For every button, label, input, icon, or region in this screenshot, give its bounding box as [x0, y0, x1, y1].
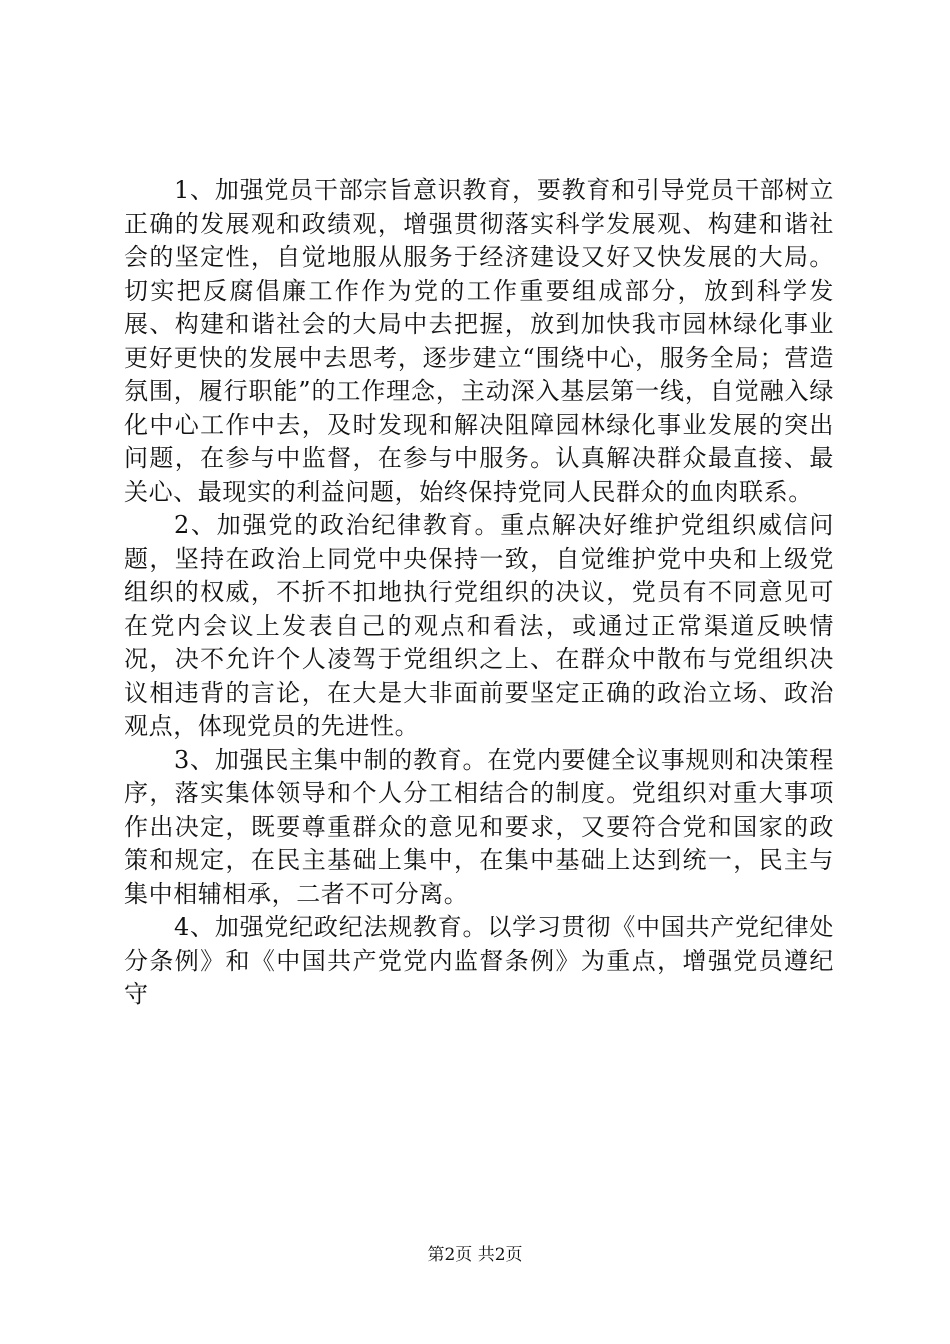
- paragraph-3: 3、加强民主集中制的教育。在党内要健全议事规则和决策程序，落实集体领导和个人分工相结合的制度。党组织对重大事项作出决定，既要尊重群众的意见和要求，又要符合党和国家的政策和规定，在民主基础上集中，在集中基础上达到统一，民主与集中相辅相承，二者不可分离。: [124, 745, 834, 908]
- document-body: [124, 174, 834, 1012]
- paragraph-2: 2、加强党的政治纪律教育。重点解决好维护党组织威信问题，坚持在政治上同党中央保持一致，自觉维护党中央和上级党组织的权威，不折不扣地执行党组织的决议，党员有不同意见可在党内会议上发表自己的观点和看法，或通过正常渠道反映情况，决不允许个人凌驾于党组织之上、在群众中散布与党组织决议相违背的言论，在大是大非面前要坚定正确的政治立场、政治观点，体现党员的先进性。: [124, 511, 834, 740]
- page-footer: [0, 1244, 950, 1266]
- paragraph-1: 1、加强党员干部宗旨意识教育，要教育和引导党员干部树立正确的发展观和政绩观，增强贯彻落实科学发展观、构建和谐社会的坚定性，自觉地服从服务于经济建设又好又快发展的大局。切实把反腐倡廉工作作为党的工作重要组成部分，放到科学发展、构建和谐社会的大局中去把握，放到加快我市园林绿化事业更好更快的发展中去思考，逐步建立“围绕中心，服务全局；营造氛围，履行职能”的工作理念，主动深入基层第一线，自觉融入绿化中心工作中去，及时发现和解决阻障园林绿化事业发展的突出问题，在参与中监督，在参与中服务。认真解决群众最直接、最关心、最现实的利益问题，始终保持党同人民群众的血肉联系。: [124, 176, 834, 506]
- paragraph-4: 4、加强党纪政纪法规教育。以学习贯彻《中国共产党纪律处分条例》和《中国共产党党内监督条例》为重点，增强党员遵纪守: [124, 913, 834, 1008]
- page-number-label: 第2页 共2页: [427, 1245, 523, 1265]
